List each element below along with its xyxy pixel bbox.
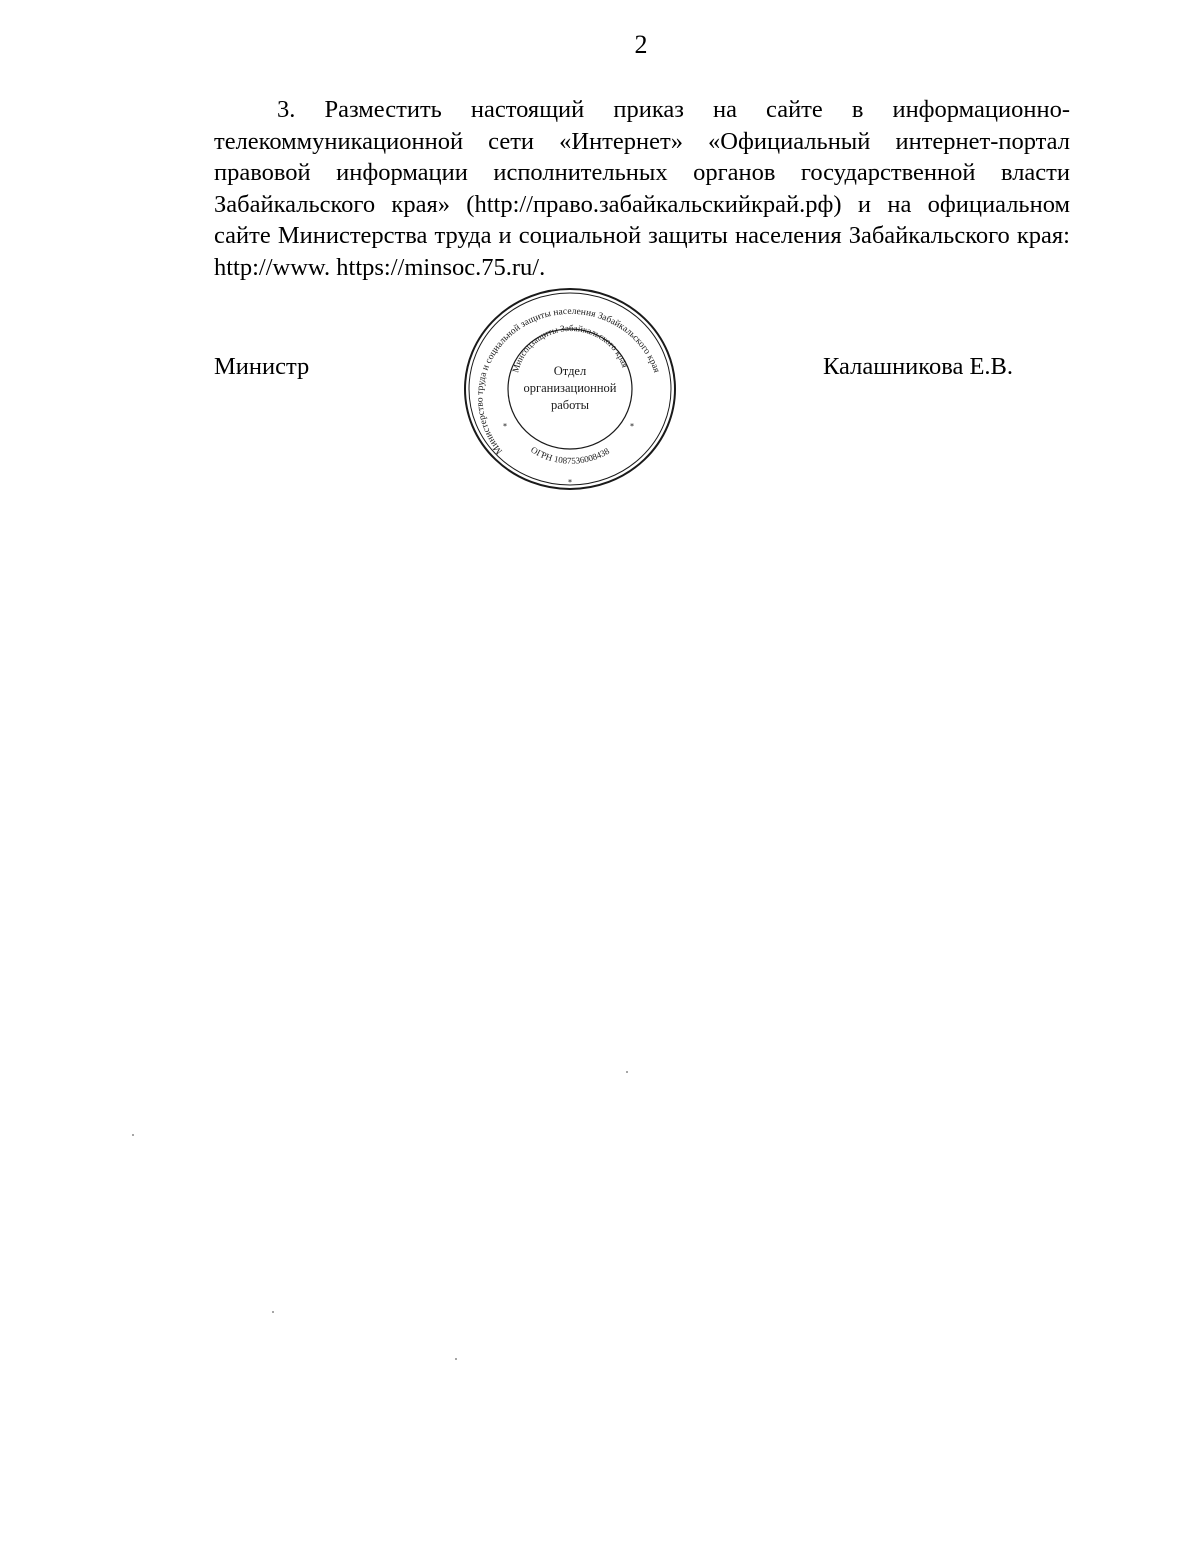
stamp-outer-text: Министерство труда и социальной защиты населения Забайкальского края <box>475 306 662 456</box>
page-number: 2 <box>634 30 648 59</box>
signatory-role: Министр <box>214 353 310 380</box>
stamp-inner-text: Минсоцзащиты Забайкальского края <box>510 322 631 374</box>
official-stamp <box>463 287 677 491</box>
scan-speck <box>132 1134 134 1136</box>
signatory-name: Калашникова Е.В. <box>823 353 1014 380</box>
stamp-seal-icon <box>463 287 677 491</box>
scan-speck <box>626 1071 628 1073</box>
stamp-star-left-icon: * <box>503 422 507 431</box>
stamp-star-right-icon: * <box>630 422 634 431</box>
stamp-center-line-3: работы <box>550 398 590 412</box>
order-paragraph: 3. Разместить настоящий приказ на сайте в информационно-телекоммуникационной сети «Интернет» «Официальный интернет-портал правовой информации исполнительных органов государственной власти Забайкальского края» (http://право.забайкальскийкрай.рф) и на официальном сайте Министерства труда и социальной защиты населения Забайкальского края: http://www. https://minsoc.75.ru/. <box>214 96 1070 281</box>
stamp-star-bottom-icon: * <box>568 478 572 487</box>
stamp-center-line-1: Отдел <box>553 364 587 378</box>
stamp-bottom-text: ОГРН 1087536008438 <box>529 444 611 466</box>
stamp-center-line-2: организационной <box>523 381 617 395</box>
scan-speck <box>455 1358 457 1360</box>
scan-speck <box>272 1311 274 1313</box>
